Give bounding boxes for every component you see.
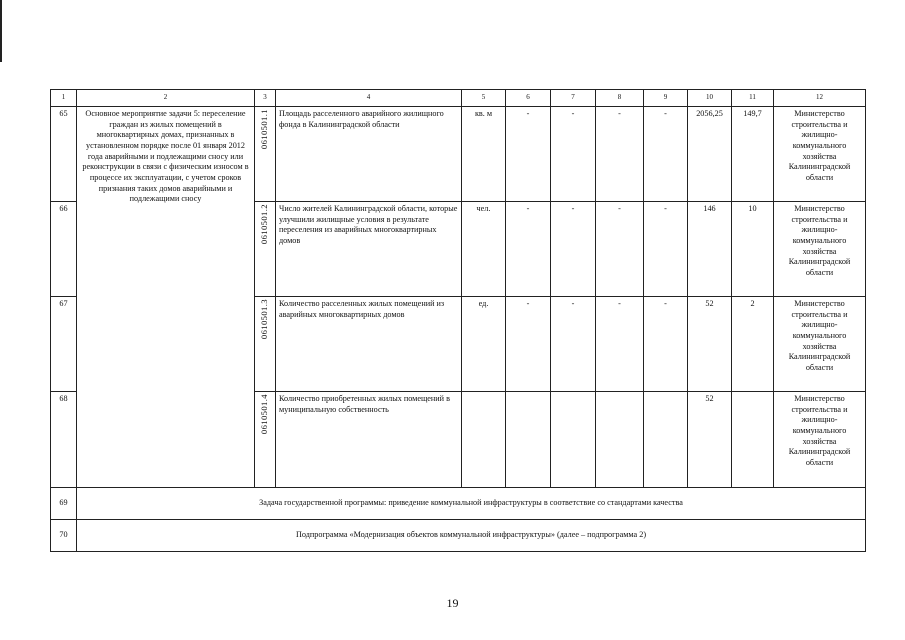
scan-edge-mark bbox=[0, 0, 2, 62]
unit: ед. bbox=[462, 297, 506, 392]
value-col-7: - bbox=[551, 107, 596, 202]
value-col-10: 52 bbox=[688, 297, 732, 392]
row-number: 69 bbox=[51, 488, 77, 520]
value-col-9 bbox=[644, 392, 688, 488]
header-col-9: 9 bbox=[644, 90, 688, 107]
value-col-6 bbox=[506, 392, 551, 488]
header-row bbox=[51, 90, 866, 107]
indicator-code bbox=[255, 107, 276, 202]
indicators-table bbox=[50, 89, 866, 552]
row-number: 65 bbox=[51, 107, 77, 202]
header-col-4: 4 bbox=[276, 90, 462, 107]
indicator-code bbox=[255, 297, 276, 392]
value-col-9: - bbox=[644, 107, 688, 202]
unit: чел. bbox=[462, 202, 506, 297]
header-col-8: 8 bbox=[596, 90, 644, 107]
responsible-ministry: Министерство строительства и жилищно-коммунального хозяйства Калининградской области bbox=[774, 107, 866, 202]
value-col-8: - bbox=[596, 297, 644, 392]
header-col-6: 6 bbox=[506, 90, 551, 107]
program-task-title: Задача государственной программы: приведение коммунальной инфраструктуры в соответствие со стандартами качества bbox=[77, 488, 866, 520]
header-col-7: 7 bbox=[551, 90, 596, 107]
responsible-ministry: Министерство строительства и жилищно-коммунального хозяйства Калининградской области bbox=[774, 202, 866, 297]
value-col-10: 2056,25 bbox=[688, 107, 732, 202]
page-number: 19 bbox=[446, 596, 459, 610]
value-col-10: 52 bbox=[688, 392, 732, 488]
indicator-name: Количество приобретенных жилых помещений в муниципальную собственность bbox=[276, 392, 462, 488]
responsible-ministry: Министерство строительства и жилищно-коммунального хозяйства Калининградской области bbox=[774, 297, 866, 392]
value-col-11: 2 bbox=[732, 297, 774, 392]
table-row bbox=[51, 520, 866, 552]
header-col-1: 1 bbox=[51, 90, 77, 107]
indicator-code-text: 0610501.2 bbox=[259, 204, 270, 245]
value-col-6: - bbox=[506, 107, 551, 202]
indicator-code bbox=[255, 392, 276, 488]
indicator-name: Число жителей Калининградской области, которые улучшили жилищные условия в результате переселения из аварийных многоквартирных домов bbox=[276, 202, 462, 297]
value-col-8: - bbox=[596, 107, 644, 202]
value-col-6: - bbox=[506, 202, 551, 297]
value-col-11: 10 bbox=[732, 202, 774, 297]
value-col-8 bbox=[596, 392, 644, 488]
header-col-5: 5 bbox=[462, 90, 506, 107]
indicator-code-text: 0610501.4 bbox=[259, 394, 270, 435]
responsible-ministry: Министерство строительства и жилищно-коммунального хозяйства Калининградской области bbox=[774, 392, 866, 488]
header-col-2: 2 bbox=[77, 90, 255, 107]
indicator-name: Количество расселенных жилых помещений из аварийных многоквартирных домов bbox=[276, 297, 462, 392]
row-number: 70 bbox=[51, 520, 77, 552]
value-col-7: - bbox=[551, 202, 596, 297]
value-col-11 bbox=[732, 392, 774, 488]
subprogram-title: Подпрограмма «Модернизация объектов коммунальной инфраструктуры» (далее – подпрограмма 2) bbox=[77, 520, 866, 552]
indicator-code bbox=[255, 202, 276, 297]
row-number: 67 bbox=[51, 297, 77, 392]
value-col-9: - bbox=[644, 297, 688, 392]
value-col-11: 149,7 bbox=[732, 107, 774, 202]
table-row bbox=[51, 488, 866, 520]
value-col-6: - bbox=[506, 297, 551, 392]
value-col-10: 146 bbox=[688, 202, 732, 297]
task-description: Основное мероприятие задачи 5: переселение граждан из жилых помещений в многоквартирных домах, признанных в установленном порядке после 01 января 2012 года аварийными и подлежащими сносу или реконструкции в связи с физическим износом в процессе их эксплуатации, с учетом сроков признания таких домов аварийными и подлежащими сносу bbox=[77, 107, 255, 488]
header-col-3: 3 bbox=[255, 90, 276, 107]
indicator-code-text: 0610501.1 bbox=[259, 109, 270, 150]
header-col-12: 12 bbox=[774, 90, 866, 107]
value-col-8: - bbox=[596, 202, 644, 297]
header-col-11: 11 bbox=[732, 90, 774, 107]
indicator-name: Площадь расселенного аварийного жилищного фонда в Калининградской области bbox=[276, 107, 462, 202]
table-row bbox=[51, 107, 866, 202]
header-col-10: 10 bbox=[688, 90, 732, 107]
unit bbox=[462, 392, 506, 488]
value-col-7 bbox=[551, 392, 596, 488]
value-col-7: - bbox=[551, 297, 596, 392]
indicator-code-text: 0610501.3 bbox=[259, 299, 270, 340]
row-number: 68 bbox=[51, 392, 77, 488]
unit: кв. м bbox=[462, 107, 506, 202]
row-number: 66 bbox=[51, 202, 77, 297]
value-col-9: - bbox=[644, 202, 688, 297]
